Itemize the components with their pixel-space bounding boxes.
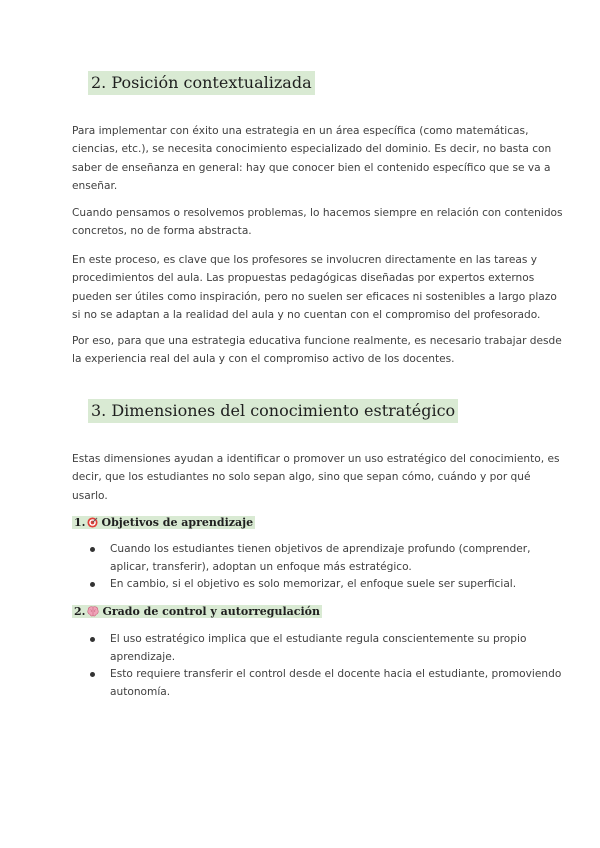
list-item xyxy=(86,541,531,576)
text-line: pueden ser útiles como inspiración, pero no suelen ser eficaces ni sostenibles a largo plazo xyxy=(72,290,557,303)
text-line: si no se adaptan a la realidad del aula y no cuentan con el compromiso del profesorado. xyxy=(72,308,541,321)
text-line: decir, que los estudiantes no solo sepan algo, sino que sepan cómo, cuándo y por qué xyxy=(72,471,531,484)
list-item xyxy=(86,576,526,594)
text-line: Esto requiere transferir el control desde el docente hacia el estudiante, promoviendo xyxy=(110,668,562,680)
subsection-title: Grado de control y autorregulación xyxy=(102,605,320,618)
text-line: ciencias, etc.), se necesita conocimiento especializado del dominio. Es decir, no basta con xyxy=(72,143,552,156)
text-line: Para implementar con éxito una estrategia en un área específica (como matemáticas, xyxy=(72,125,529,137)
section-3-heading: 3. Dimensiones del conocimiento estratégico xyxy=(88,399,458,423)
text-line: En este proceso, es clave que los profesores se involucren directamente en las tareas y xyxy=(72,254,538,266)
bullet-icon xyxy=(90,637,95,642)
subsection-title: Objetivos de aprendizaje xyxy=(101,516,254,529)
text-line: la experiencia real del aula y con el compromiso activo de los docentes. xyxy=(72,353,455,366)
text-line: Cuando los estudiantes tienen objetivos de aprendizaje profundo (comprender, xyxy=(110,543,531,555)
subsection-number: 1. xyxy=(74,516,86,529)
text-line: saber de enseñanza en general: hay que conocer bien el contenido específico que se va a xyxy=(72,161,551,174)
subsection-2-bullets xyxy=(86,631,562,701)
text-line: autonomía. xyxy=(110,685,171,698)
bullet-icon xyxy=(90,672,95,677)
subsection-2-heading xyxy=(72,604,322,622)
section-2-paragraph-1 xyxy=(72,122,552,195)
section-2-paragraph-4 xyxy=(72,332,562,369)
list-item xyxy=(86,631,526,666)
subsection-1-highlight xyxy=(72,516,255,529)
list-item xyxy=(86,666,562,701)
subsection-number: 2. xyxy=(74,605,86,618)
text-line: concretos, no de forma abstracta. xyxy=(72,225,252,238)
subsection-2-highlight xyxy=(72,605,322,618)
brain-icon xyxy=(87,606,99,622)
text-line: En cambio, si el objetivo es solo memorizar, el enfoque suele ser superficial. xyxy=(110,578,517,590)
section-3-intro xyxy=(72,450,560,505)
subsection-1-heading xyxy=(72,515,255,533)
bullet-icon xyxy=(90,582,95,587)
text-line: El uso estratégico implica que el estudiante regula conscientemente su propio xyxy=(110,633,527,645)
text-line: aprendizaje. xyxy=(110,650,176,663)
section-2-paragraph-2 xyxy=(72,204,563,241)
text-line: Cuando pensamos o resolvemos problemas, lo hacemos siempre en relación con contenidos xyxy=(72,207,563,219)
subsection-1-bullets xyxy=(86,541,531,594)
text-line: enseñar. xyxy=(72,179,118,192)
section-2-heading: 2. Posición contextualizada xyxy=(88,71,315,95)
text-line: procedimientos del aula. Las propuestas pedagógicas diseñadas por expertos externos xyxy=(72,272,535,285)
text-line: Por eso, para que una estrategia educativa funcione realmente, es necesario trabajar desde xyxy=(72,335,562,347)
text-line: Estas dimensiones ayudan a identificar o promover un uso estratégico del conocimiento, es xyxy=(72,453,560,465)
section-2-paragraph-3 xyxy=(72,251,557,324)
text-line: aplicar, transferir), adoptan un enfoque más estratégico. xyxy=(110,560,412,573)
target-icon xyxy=(87,517,98,533)
bullet-icon xyxy=(90,547,95,552)
text-line: usarlo. xyxy=(72,489,108,502)
